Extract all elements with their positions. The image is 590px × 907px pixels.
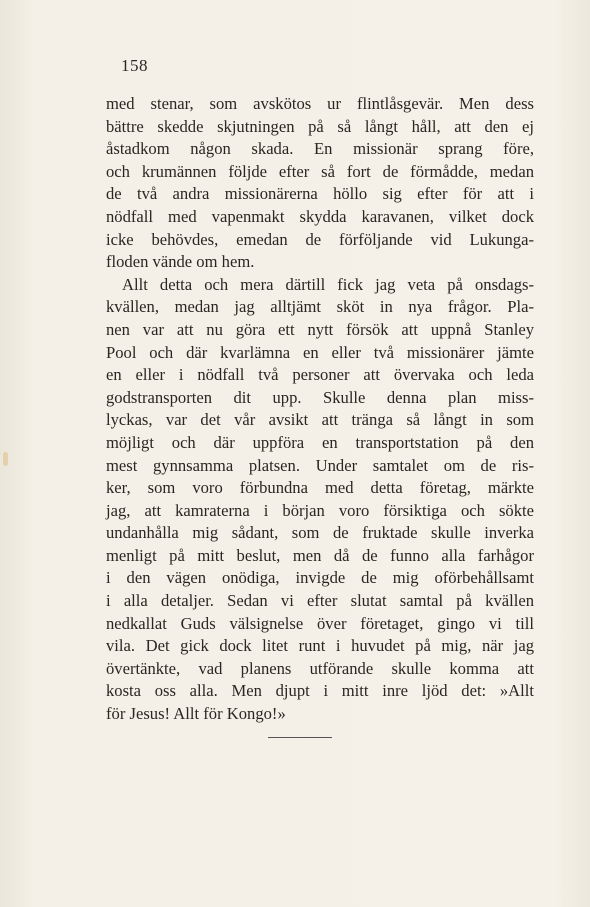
section-divider	[268, 737, 332, 738]
text-line: bättre skedde skjutningen på så långt håll, att den ej	[106, 116, 534, 136]
text-line: jag, att kamraterna i början voro försiktiga och sökte	[106, 500, 534, 520]
text-line: undanhålla mig sådant, som de fruktade skulle inverka	[106, 523, 534, 543]
text-line: med stenar, som avskötos ur flintlåsgevär. Men dess	[106, 94, 534, 113]
text-line: för Jesus! Allt för Kongo!»	[106, 704, 286, 724]
text-line: icke behövdes, emedan de förföljande vid Lukunga-	[106, 229, 534, 249]
text-line: nedkallat Guds välsignelse över företaget, gingo vi till	[106, 613, 534, 633]
text-line: vila. Det gick dock litet runt i huvudet på mig, när jag	[106, 636, 534, 656]
text-line: ker, som voro förbundna med detta företag, märkte	[106, 478, 534, 498]
text-line: nen var att nu göra ett nytt försök att uppnå Stanley	[106, 319, 534, 339]
body-text	[106, 93, 534, 726]
text-line: nödfall med vapenmakt skydda karavanen, vilket dock	[106, 206, 534, 226]
text-line: i den vägen onödiga, invigde de mig oförbehållsamt	[106, 568, 534, 588]
text-line: de två andra missionärerna höllo sig efter för att i	[106, 184, 534, 204]
text-line: Pool och där kvarlämna en eller två missionärer jämte	[106, 342, 534, 362]
text-line: mest gynnsamma platsen. Under samtalet om de ris-	[106, 455, 534, 475]
text-line: menligt på mitt beslut, men då de funno alla farhågor	[106, 545, 534, 565]
text-line: i alla detaljer. Sedan vi efter slutat samtal på kvällen	[106, 591, 534, 611]
text-line: floden vände om hem.	[106, 252, 255, 272]
text-line: Allt detta och mera därtill fick jag veta på onsdags-	[122, 274, 534, 294]
text-line: och krumännen följde efter så fort de förmådde, medan	[106, 161, 534, 181]
text-line: åstadkom någon skada. En missionär sprang före,	[106, 139, 534, 159]
page-number: 158	[121, 56, 148, 75]
text-line: en eller i nödfall två personer att övervaka och leda	[106, 365, 534, 385]
text-line: kvällen, medan jag alltjämt sköt in nya frågor. Pla-	[106, 297, 534, 317]
text-line: kosta oss alla. Men djupt i mitt inre ljöd det: »Allt	[106, 681, 534, 701]
paper-stain	[3, 452, 8, 466]
text-line: godstransporten dit upp. Skulle denna plan miss-	[106, 387, 534, 407]
text-line: möjligt och där uppföra en transportstation på den	[106, 432, 534, 452]
text-line: lyckas, var det vår avsikt att tränga så långt in som	[106, 410, 534, 430]
text-line: övertänkte, vad planens utförande skulle komma att	[106, 658, 534, 678]
